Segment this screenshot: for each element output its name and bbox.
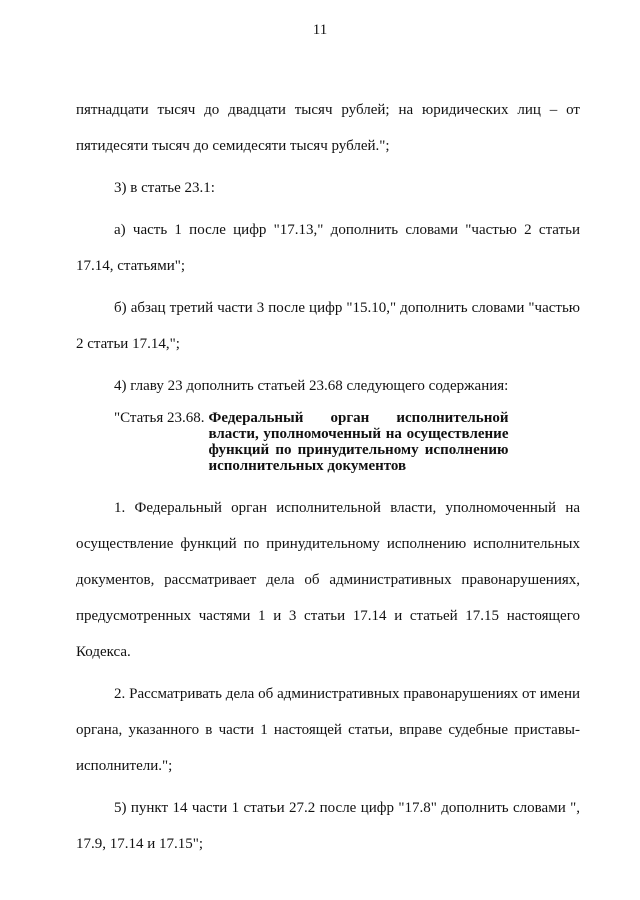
paragraph-item-3b: б) абзац третий части 3 после цифр "15.10," дополнить словами "частью 2 статьи 17.14,"; bbox=[76, 300, 580, 352]
paragraph-item-4: 4) главу 23 дополнить статьей 23.68 следующего содержания: bbox=[114, 378, 509, 394]
article-paragraph-2: 2. Рассматривать дела об административных правонарушениях от имени органа, указанного в части 1 настоящей статьи, вправе судебные приставы-исполнители."; bbox=[76, 686, 580, 774]
article-label: "Статья 23.68. bbox=[114, 410, 205, 426]
page-number: 11 bbox=[312, 22, 328, 38]
paragraph-item-5: 5) пункт 14 части 1 статьи 27.2 после цифр "17.8" дополнить словами ", 17.9, 17.14 и 17.15"; bbox=[76, 800, 580, 852]
paragraph-item-3: 3) в статье 23.1: bbox=[114, 180, 215, 196]
article-title: Федеральный орган исполнительной власти, уполномоченный на осуществление функций по принудительному исполнению исполнительных документов bbox=[208, 410, 509, 474]
paragraph-item-3a: а) часть 1 после цифр "17.13," дополнить словами "частью 2 статьи 17.14, статьями"; bbox=[76, 222, 580, 274]
document-body bbox=[76, 92, 580, 868]
paragraph-continuation: пятнадцати тысяч до двадцати тысяч рублей; на юридических лиц – от пятидесяти тысяч до семидесяти тысяч рублей."; bbox=[76, 102, 580, 154]
article-heading bbox=[76, 410, 580, 474]
article-paragraph-1: 1. Федеральный орган исполнительной власти, уполномоченный на осуществление функций по принудительному исполнению исполнительных документов, рассматривает дела об административных правонарушениях, предусмотренных частями 1 и 3 статьи 17.14 и статьей 17.15 настоящего Кодекса. bbox=[76, 500, 580, 660]
